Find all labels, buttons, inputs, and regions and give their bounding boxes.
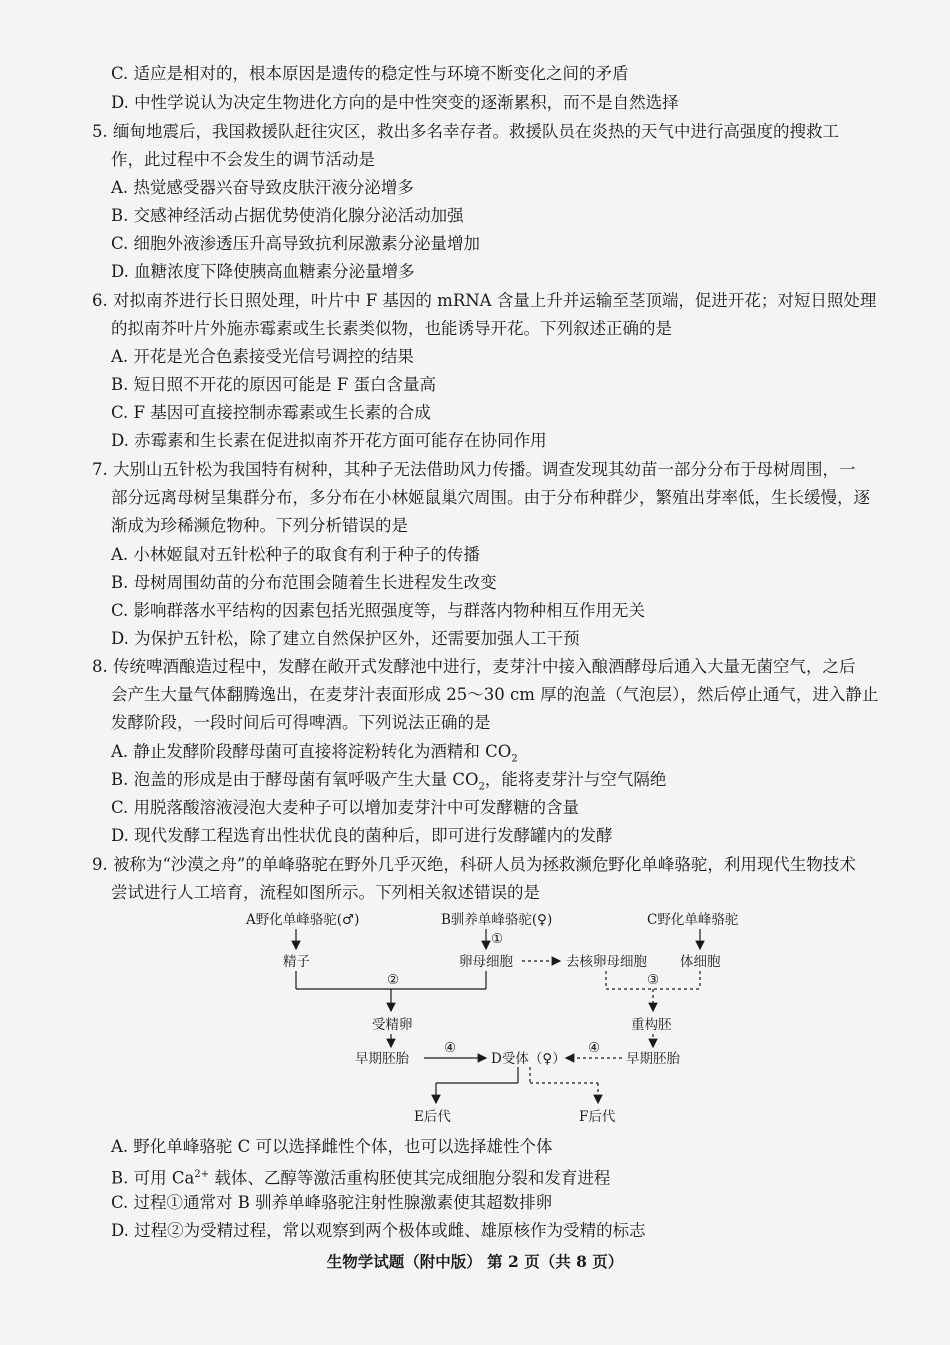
q4-option-c: C. 适应是相对的，根本原因是遗传的稳定性与环境不断变化之间的矛盾 (111, 64, 629, 83)
q8-stem-line2: 会产生大量气体翻腾逸出，在麦芽汁表面形成 25～30 cm 厚的泡盖（气泡层），然后停止通气，进入静止 (111, 685, 879, 704)
q7-option-c: C. 影响群落水平结构的因素包括光照强度等，与群落内物种相互作用无关 (111, 601, 646, 620)
q8-stem-line3: 发酵阶段，一段时间后可得啤酒。下列说法正确的是 (111, 713, 491, 732)
q6-option-d: D. 赤霉素和生长素在促进拟南芥开花方面可能存在协同作用 (111, 431, 547, 450)
q9-option-c: C. 过程①通常对 B 驯养单峰骆驼注射性腺激素使其超数排卵 (111, 1193, 553, 1212)
q9-option-b-text2: 载体、乙醇等激活重构胚使其完成细胞分裂和发育进程 (209, 1168, 611, 1188)
node-recipient-d: D受体（♀） (491, 1051, 566, 1067)
q6-stem-line2: 的拟南芥叶片外施赤霉素或生长素类似物，也能诱导开花。下列叙述正确的是 (111, 319, 672, 338)
q5-option-d: D. 血糖浓度下降使胰高血糖素分泌量增多 (111, 262, 415, 281)
q6-option-b: B. 短日照不开花的原因可能是 F 蛋白含量高 (111, 375, 437, 394)
node-zygote: 受精卵 (372, 1017, 413, 1033)
q8-option-b-text1: B. 泡盖的形成是由于酵母菌有氧呼吸产生大量 CO (111, 770, 479, 789)
q6-stem-line1: 6. 对拟南芥进行长日照处理，叶片中 F 基因的 mRNA 含量上升并运输至茎顶端，促进开花；对短日照处理 (92, 291, 877, 310)
node-early-embryo-left: 早期胚胎 (355, 1051, 409, 1067)
node-early-embryo-right: 早期胚胎 (626, 1051, 680, 1067)
q5-stem-line1: 5. 缅甸地震后，我国救援队赶往灾区，救出多名幸存者。救援队员在炎热的天气中进行高强度的搜救工 (92, 122, 839, 141)
q8-option-b-text2: ，能将麦芽汁与空气隔绝 (484, 770, 667, 789)
q9-option-b-text1: B. 可用 Ca (111, 1168, 195, 1188)
page-footer: 生物学试题（附中版） 第 2 页（共 8 页） (326, 1252, 624, 1271)
node-somatic-cell: 体细胞 (680, 954, 721, 970)
q8-option-c: C. 用脱落酸溶液浸泡大麦种子可以增加麦芽汁中可发酵糖的含量 (111, 798, 580, 817)
step-3-label: ③ (647, 972, 660, 988)
node-sperm: 精子 (283, 954, 310, 970)
node-offspring-f: F后代 (579, 1109, 616, 1125)
q9-option-b-superscript: 2+ (194, 1169, 210, 1180)
q7-option-b: B. 母树周围幼苗的分布范围会随着生长进程发生改变 (111, 573, 497, 592)
q9-stem-line1: 9. 被称为“沙漠之舟”的单峰骆驼在野外几乎灭绝，科研人员为拯救濒危野化单峰骆驼，利用现代生物技术 (92, 855, 856, 874)
q5-stem-line2: 作，此过程中不会发生的调节活动是 (111, 150, 375, 169)
step-1-label: ① (491, 931, 504, 947)
node-a-camel: A野化单峰骆驼(♂) (246, 912, 360, 928)
q7-stem-line2: 部分远离母树呈集群分布，多分布在小林姬鼠巢穴周围。由于分布种群少，繁殖出芽率低，生长缓慢，逐 (111, 488, 870, 507)
node-b-camel: B驯养单峰骆驼(♀) (441, 912, 553, 928)
step-4-label-right: ④ (588, 1040, 601, 1056)
node-oocyte: 卵母细胞 (459, 954, 513, 970)
q9-option-b (111, 1163, 610, 1191)
step-2-label: ② (387, 972, 400, 988)
q8-option-a-text: A. 静止发酵阶段酵母菌可直接将淀粉转化为酒精和 CO (111, 742, 512, 761)
q9-option-d: D. 过程②为受精过程，常以观察到两个极体或雌、雄原核作为受精的标志 (111, 1221, 646, 1240)
q9-flow-diagram (0, 905, 950, 1135)
q5-option-c: C. 细胞外液渗透压升高导致抗利尿激素分泌量增加 (111, 234, 481, 253)
node-reconstructed-embryo: 重构胚 (631, 1017, 672, 1033)
q9-option-a: A. 野化单峰骆驼 C 可以选择雌性个体，也可以选择雄性个体 (111, 1137, 553, 1156)
q5-option-a: A. 热觉感受器兴奋导致皮肤汗液分泌增多 (111, 178, 414, 197)
q7-option-a: A. 小林姬鼠对五针松种子的取食有利于种子的传播 (111, 545, 480, 564)
q9-stem-line2: 尝试进行人工培育，流程如图所示。下列相关叙述错误的是 (111, 883, 540, 902)
node-enucleated-oocyte: 去核卵母细胞 (566, 954, 647, 970)
q6-option-c: C. F 基因可直接控制赤霉素或生长素的合成 (111, 403, 431, 422)
node-offspring-e: E后代 (414, 1109, 451, 1125)
step-4-label-left: ④ (444, 1040, 457, 1056)
q4-option-d: D. 中性学说认为决定生物进化方向的是中性突变的逐渐累积，而不是自然选择 (111, 93, 679, 112)
q8-option-b (111, 768, 666, 799)
q7-stem-line3: 渐成为珍稀濒危物种。下列分析错误的是 (111, 516, 408, 535)
q8-stem-line1: 8. 传统啤酒酿造过程中，发酵在敞开式发酵池中进行，麦芽汁中接入酿酒酵母后通入大量无菌空气，之后 (92, 657, 856, 676)
q8-option-d: D. 现代发酵工程选育出性状优良的菌种后，即可进行发酵罐内的发酵 (111, 826, 613, 845)
node-c-camel: C野化单峰骆驼 (647, 912, 739, 928)
q8-option-a (111, 740, 518, 771)
q7-stem-line1: 7. 大别山五针松为我国特有树种，其种子无法借助风力传播。调查发现其幼苗一部分分布于母树周围，一 (92, 460, 856, 479)
q6-option-a: A. 开花是光合色素接受光信号调控的结果 (111, 347, 414, 366)
q8-option-a-subscript: 2 (511, 753, 518, 765)
q5-option-b: B. 交感神经活动占据优势使消化腺分泌活动加强 (111, 206, 464, 225)
q8-option-b-subscript: 2 (478, 781, 485, 793)
q7-option-d: D. 为保护五针松，除了建立自然保护区外，还需要加强人工干预 (111, 629, 580, 648)
